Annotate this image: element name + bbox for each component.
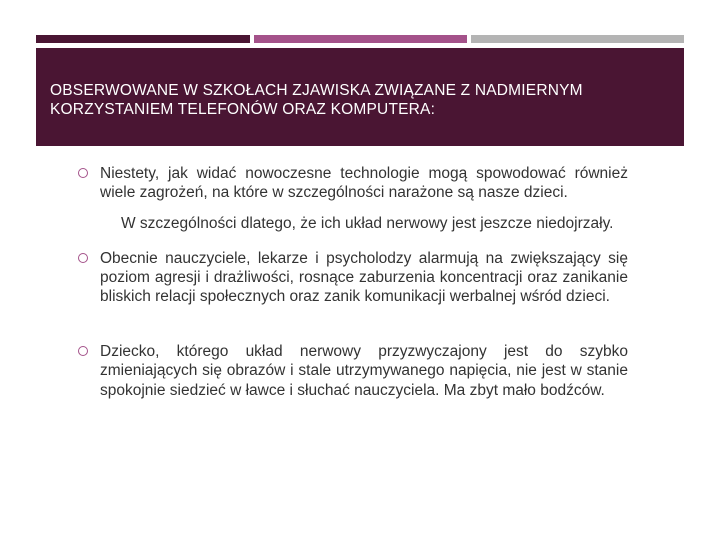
accent-bar-dark — [36, 35, 250, 43]
title-band — [36, 48, 684, 146]
hollow-circle-bullet-icon — [78, 253, 88, 263]
bullet-paragraph — [76, 342, 628, 400]
hollow-circle-bullet-icon — [78, 346, 88, 356]
paragraph-text: Obecnie nauczyciele, lekarze i psycholodzy alarmują na zwiększający się poziom agresji i drażliwości, rosnące zaburzenia koncentracji oraz zanikanie bliskich relacji społecznych oraz zanik komunikacji werbalnej wśród dzieci. — [100, 249, 628, 306]
slide-title: OBSERWOWANE W SZKOŁACH ZJAWISKA ZWIĄZANE Z NADMIERNYM KORZYSTANIEM TELEFONÓW ORAZ KOMPUTERA: — [50, 82, 583, 118]
bullet-paragraph — [76, 164, 628, 202]
bullet-paragraph — [76, 249, 628, 307]
paragraph-text: Niestety, jak widać nowoczesne technologie mogą spowodować również wiele zagrożeń, na które w szczególności narażone są nasze dzieci. — [100, 165, 628, 202]
accent-bar-gray — [471, 35, 684, 43]
accent-bar-mauve — [254, 35, 467, 43]
paragraph-text: Dziecko, którego układ nerwowy przyzwyczajony jest do szybko zmieniających się obrazów i stale utrzymywanego napięcia, nie jest w stanie spokojnie siedzieć w ławce i słuchać nauczyciela. Ma zbyt mało bodźców. — [100, 343, 628, 399]
hollow-circle-bullet-icon — [78, 168, 88, 178]
top-accent-bars — [36, 35, 684, 43]
indented-paragraph — [76, 214, 628, 233]
slide-content — [76, 164, 628, 400]
paragraph-text: W szczególności dlatego, że ich układ nerwowy jest jeszcze niedojrzały. — [121, 215, 614, 233]
